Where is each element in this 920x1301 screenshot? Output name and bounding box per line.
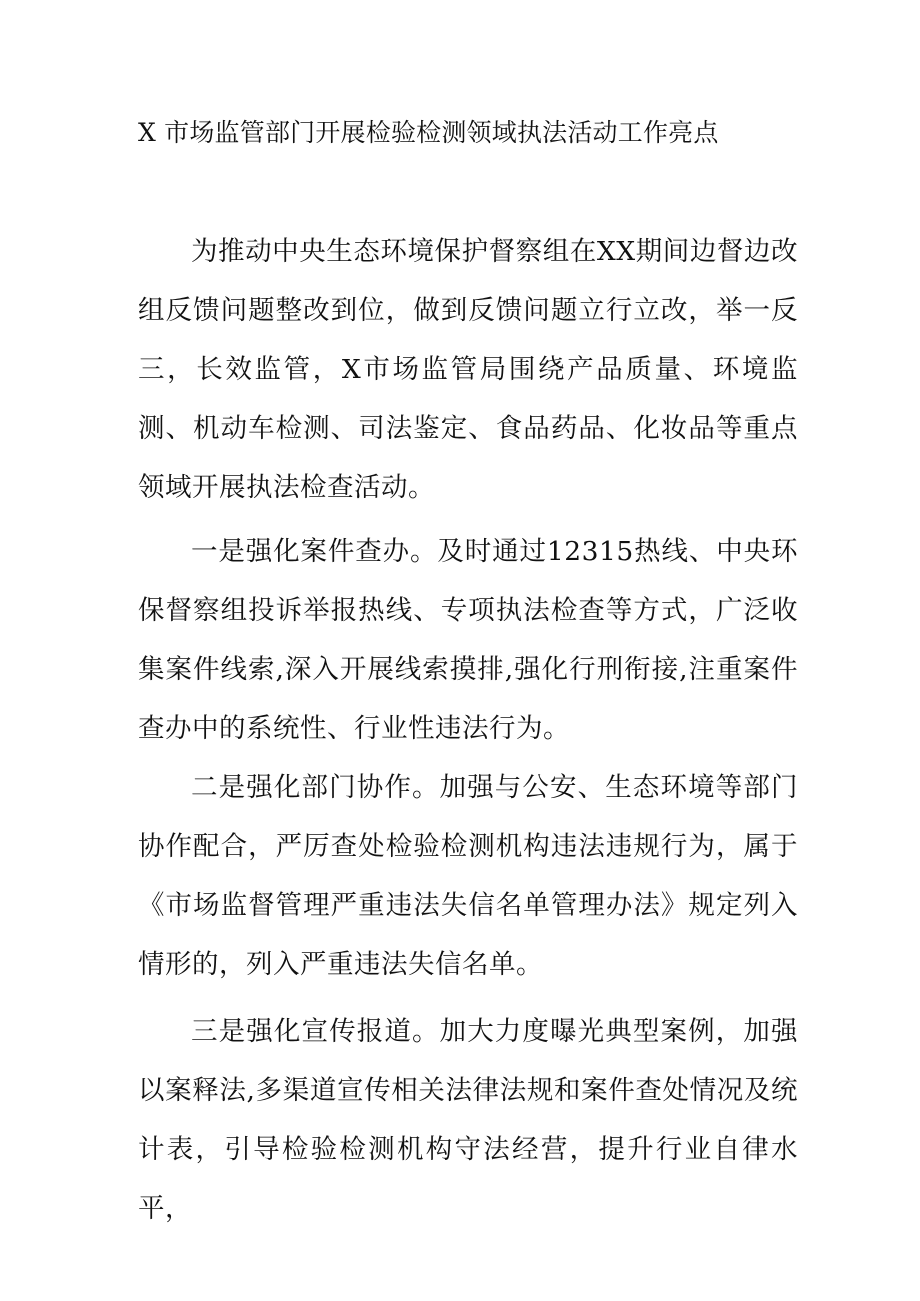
paragraph-case-handling: 一是强化案件查办。及时通过12315热线、中央环保督察组投诉举报热线、专项执法检查等方式，广泛收集案件线索,深入开展线索摸排,强化行刑衔接,注重案件查办中的系统性、行业性违法行为。 xyxy=(138,536,798,744)
paragraph-department-cooperation: 二是强化部门协作。加强与公安、生态环境等部门协作配合，严厉查处检验检测机构违法违规行为，属于《市场监督管理严重违法失信名单管理办法》规定列入情形的，列入严重违法失信名单。 xyxy=(138,772,798,980)
paragraph-intro: 为推动中央生态环境保护督察组在XX期间边督边改组反馈问题整改到位，做到反馈问题立行立改，举一反三，长效监管，X市场监管局围绕产品质量、环境监测、机动车检测、司法鉴定、食品药品、化妆品等重点领域开展执法检查活动。 xyxy=(138,236,798,503)
paragraph-publicity: 三是强化宣传报道。加大力度曝光典型案例，加强以案释法,多渠道宣传相关法律法规和案件查处情况及统计表，引导检验检测机构守法经营，提升行业自律水平， xyxy=(138,1016,798,1224)
document-title: X 市场监管部门开展检验检测领域执法活动工作亮点 xyxy=(138,118,719,147)
